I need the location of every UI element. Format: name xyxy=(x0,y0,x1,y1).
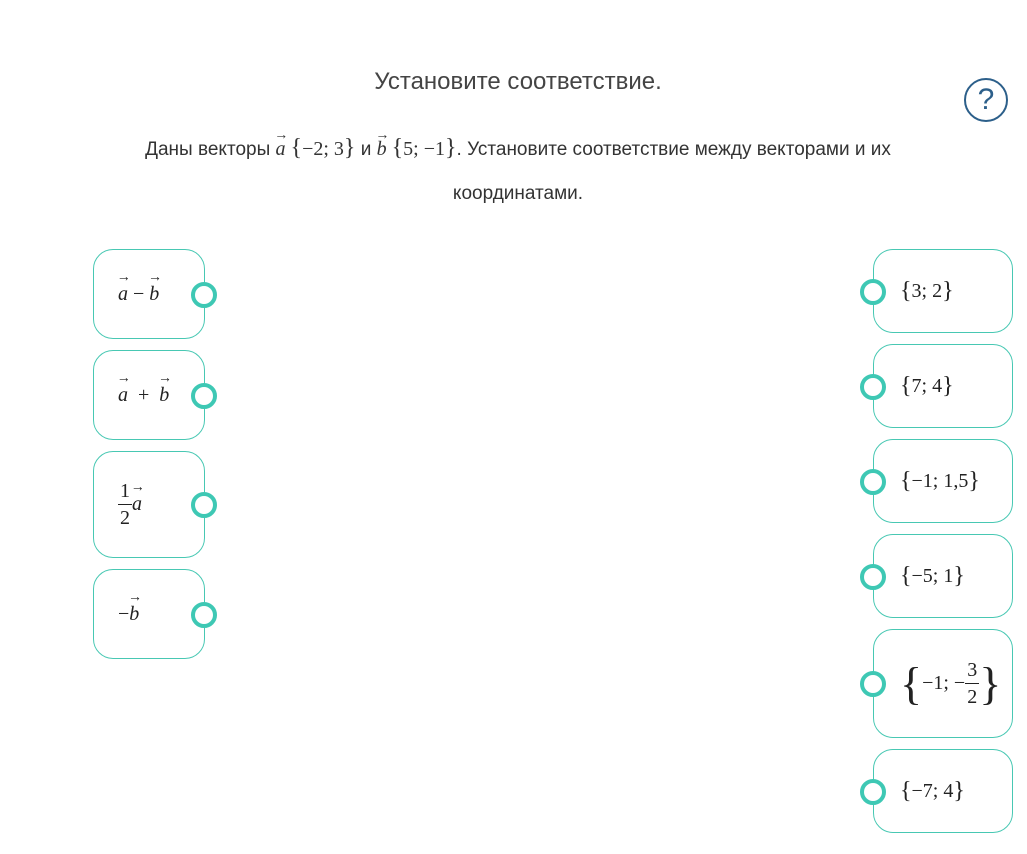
left-item-2-op: + xyxy=(138,383,150,406)
right-item-3-coords: −1; 1,5 xyxy=(911,469,969,492)
left-item-2-connector[interactable] xyxy=(191,383,217,409)
right-item-4-coords: −5; 1 xyxy=(911,564,954,587)
left-item-a-plus-b[interactable] xyxy=(93,350,205,440)
task-conjunction: и xyxy=(360,139,372,160)
right-item-6-connector[interactable] xyxy=(860,779,886,805)
left-item-3-fraction: $\frac{1}{2}$ xyxy=(120,480,130,529)
task-description: Даны векторы → a {−2; 3} и → b {5; −1}. Установите соответствие между векторами и их координатами. xyxy=(100,126,936,216)
left-item-2-a: → a xyxy=(118,384,128,407)
right-item-4-connector[interactable] xyxy=(860,564,886,590)
task-suffix: . Установите соответствие между векторами и их координатами. xyxy=(452,139,891,204)
help-button[interactable] xyxy=(964,78,1008,122)
page-title: Установите соответствие. xyxy=(374,68,662,95)
vector-b-symbol: → b xyxy=(377,127,387,171)
vector-b-coords: 5; −1 xyxy=(403,138,445,160)
right-item-1-connector[interactable] xyxy=(860,279,886,305)
left-item-a-minus-b[interactable] xyxy=(93,249,205,339)
right-item-6-coords: −7; 4 xyxy=(911,779,954,802)
right-item-1-coords: 3; 2 xyxy=(911,279,943,302)
right-item-2[interactable]: { 7; 4 } xyxy=(873,344,1013,428)
left-item-4-sign: − xyxy=(118,602,130,625)
left-item-3-connector[interactable] xyxy=(191,492,217,518)
left-item-minus-b[interactable] xyxy=(93,569,205,659)
task-prefix: Даны векторы xyxy=(145,139,271,160)
left-item-3-v: → a xyxy=(132,493,142,516)
right-item-2-coords: 7; 4 xyxy=(911,374,943,397)
left-item-1-b: → b xyxy=(149,283,159,306)
vector-a-symbol: → a xyxy=(276,127,286,171)
right-item-6[interactable]: { −7; 4 } xyxy=(873,749,1013,833)
right-item-5[interactable]: { −1; − $\frac{3}{2}$ } xyxy=(873,629,1013,738)
left-item-1-connector[interactable] xyxy=(191,282,217,308)
right-item-1[interactable]: { 3; 2 } xyxy=(873,249,1013,333)
left-item-1-op: − xyxy=(133,282,145,305)
right-item-5-connector[interactable] xyxy=(860,671,886,697)
question-icon: ? xyxy=(977,83,995,116)
right-item-3[interactable]: { −1; 1,5 } xyxy=(873,439,1013,523)
left-item-half-a[interactable] xyxy=(93,451,205,558)
vector-a-coords: −2; 3 xyxy=(302,138,344,160)
right-item-4[interactable]: { −5; 1 } xyxy=(873,534,1013,618)
right-item-5-prefix: −1; − xyxy=(922,672,966,694)
left-item-2-b: → b xyxy=(159,384,169,407)
left-item-1-a: → a xyxy=(118,283,128,306)
right-item-5-fraction: $\frac{3}{2}$ xyxy=(967,659,978,708)
left-item-4-v: → b xyxy=(129,603,139,626)
right-item-3-connector[interactable] xyxy=(860,469,886,495)
right-item-2-connector[interactable] xyxy=(860,374,886,400)
left-item-4-connector[interactable] xyxy=(191,602,217,628)
